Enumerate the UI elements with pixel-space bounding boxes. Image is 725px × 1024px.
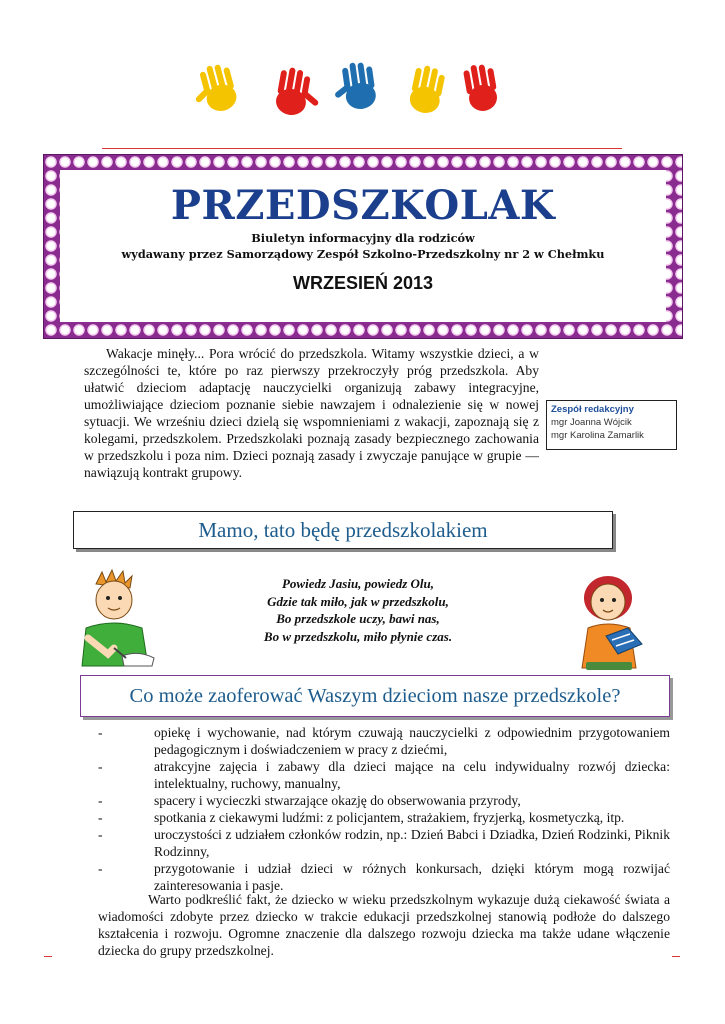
editorial-team-box: [546, 400, 677, 450]
editorial-team-member: mgr Joanna Wójcik: [551, 417, 632, 428]
list-item: [98, 809, 670, 826]
section-heading: Co może zaoferować Waszym dzieciom nasze przedszkole?: [129, 685, 621, 707]
poem: [195, 575, 521, 645]
list-item-text: opiekę i wychowanie, nad którym czuwają nauczycielki z odpowiednim przygotowaniem pedagogicznym i doświadczeniem w pracy z dziećmi,: [154, 725, 670, 757]
section-heading-box: [73, 511, 613, 549]
list-bullet: -: [98, 827, 103, 842]
header-rule: [102, 148, 622, 149]
offer-list: [98, 724, 670, 894]
poem-line: Bo w przedszkolu, miło płynie czas.: [263, 628, 453, 644]
poem-line: Gdzie tak miło, jak w przedszkolu,: [267, 593, 449, 609]
hand-blue-icon: [330, 60, 378, 112]
closing-paragraph: Warto podkreślić fakt, że dziecko w wieku przedszkolnym wykazuje dużą ciekawość świata a wiadomości zdobyte przez dziecko w trakcie edukacji przedszkolnej stanowią podłoże do dalszego kształcenia i rozwoju. Ogromne znaczenie dla dalszego rozwoju dziecka ma także udane włączenie dziecka do grupy przedszkolnej.: [98, 892, 670, 958]
list-bullet: -: [98, 793, 103, 808]
hand-prints-graphic: [190, 58, 510, 118]
list-bullet: -: [98, 810, 103, 825]
poem-line: Bo przedszkole uczy, bawi nas,: [276, 611, 440, 626]
section-heading-box: [80, 675, 670, 717]
editorial-team-member: mgr Karolina Zamarlik: [551, 430, 644, 441]
list-bullet: -: [98, 759, 103, 774]
list-bullet: -: [98, 861, 103, 876]
list-item-text: spacery i wycieczki stwarzające okazję do obserwowania przyrody,: [154, 793, 521, 808]
newsletter-title: PRZEDSZKOLAK: [170, 182, 556, 229]
list-item: [98, 724, 670, 758]
editorial-team-title: Zespół redakcyjny: [551, 404, 634, 415]
hand-prints: [190, 58, 510, 118]
list-bullet: -: [98, 725, 103, 740]
list-item: [98, 826, 670, 860]
list-item-text: spotkania z ciekawymi ludźmi: z policjantem, strażakiem, fryzjerką, kosmetyczką, itp.: [154, 810, 625, 825]
footer-mark: [44, 956, 52, 957]
list-item-text: przygotowanie i udział dzieci w różnych konkursach, dzięki którym mogą rozwijać zainteresowania i pasje.: [154, 861, 670, 893]
boy-drawing-icon: [68, 566, 160, 670]
list-item: [98, 792, 670, 809]
issue-date: WRZESIEŃ 2013: [292, 273, 434, 293]
girl-reading-icon: [568, 570, 650, 672]
hand-red-icon: [274, 66, 325, 118]
list-item: [98, 860, 670, 894]
hand-red-icon: [462, 62, 500, 113]
list-item-text: uroczystości z udziałem członków rodzin, np.: Dzień Babci i Dziadka, Dzień Rodzinki, Piknik Rodzinny,: [154, 827, 670, 859]
footer-mark: [672, 956, 680, 957]
newsletter-publisher: wydawany przez Samorządowy Zespół Szkolno-Przedszkolny nr 2 w Chełmku: [121, 247, 605, 261]
section-heading: Mamo, tato będę przedszkolakiem: [198, 518, 488, 542]
list-item-text: atrakcyjne zajęcia i zabawy dla dzieci mające na celu indywidualny rozwój dziecka: intelektualny, ruchowy, manualny,: [154, 759, 670, 791]
poem-line: Powiedz Jasiu, powiedz Olu,: [281, 576, 435, 591]
hand-yellow-icon: [190, 61, 239, 117]
newsletter-subtitle: Biuletyn informacyjny dla rodziców: [251, 231, 475, 245]
list-item: [98, 758, 670, 792]
hand-yellow-icon: [407, 63, 446, 115]
intro-paragraph: Wakacje minęły... Pora wrócić do przedszkola. Witamy wszystkie dzieci, a w szczególności te, które po raz pierwszy przekroczyły próg przedszkola. Aby ułatwić dzieciom adaptację nauczycielki organizują zabawy integracyjne, umożliwiające dzieciom poznanie siebie nawzajem i odnalezienie się w nowej sytuacji. We wrześniu dzieci dzielą się wspomnieniami z wakacji, zapoznają się z kolegami, przedszkolem. Przedszkolaki poznają zasady bezpiecznego zachowania w przedszkolu i poza nim. Dzieci poznają zasady i zwyczaje panujące w grupie — nawiązują kontrakt grupowy.: [84, 346, 539, 480]
